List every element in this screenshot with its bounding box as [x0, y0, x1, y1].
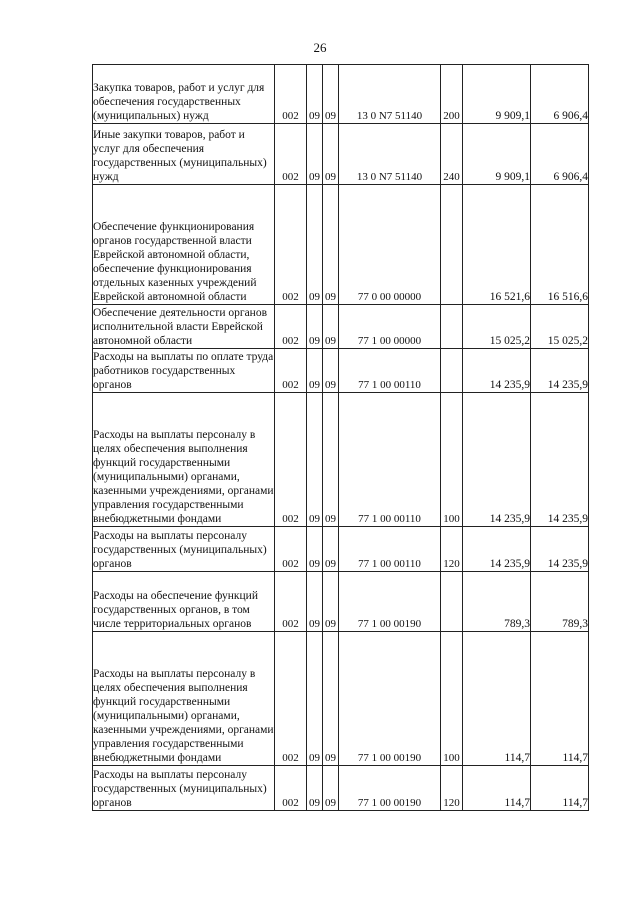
cell-ved: 002	[275, 632, 307, 766]
cell-vr: 100	[441, 393, 463, 527]
cell-vr: 240	[441, 124, 463, 185]
cell-ved: 002	[275, 65, 307, 124]
cell-cs: 77 1 00 00110	[339, 527, 441, 572]
cell-rz: 09	[307, 305, 323, 349]
cell-pr: 09	[323, 65, 339, 124]
cell-cs: 13 0 N7 51140	[339, 65, 441, 124]
row-name: Расходы на выплаты персоналу в целях обеспечения выполнения функций государственными (муниципальными) органами, казенными учреждениями, органами управления государственными внебюджетными фондами	[93, 393, 275, 527]
cell-vr: 120	[441, 527, 463, 572]
cell-cs: 77 1 00 00190	[339, 572, 441, 632]
cell-sum-1: 9 909,1	[463, 65, 531, 124]
cell-sum-2: 16 516,6	[531, 185, 589, 305]
row-name: Обеспечение функционирования органов государственной власти Еврейской автономной области, обеспечение функционирования отдельных казенных учреждений Еврейской автономной области	[93, 185, 275, 305]
cell-pr: 09	[323, 632, 339, 766]
cell-sum-2: 114,7	[531, 632, 589, 766]
cell-cs: 77 1 00 00190	[339, 766, 441, 811]
page-number: 26	[313, 40, 327, 55]
row-name: Расходы на выплаты персоналу государственных (муниципальных) органов	[93, 527, 275, 572]
cell-vr: 100	[441, 632, 463, 766]
cell-sum-1: 14 235,9	[463, 349, 531, 393]
cell-sum-2: 789,3	[531, 572, 589, 632]
cell-pr: 09	[323, 305, 339, 349]
cell-sum-2: 14 235,9	[531, 349, 589, 393]
table-row	[93, 527, 589, 572]
cell-pr: 09	[323, 393, 339, 527]
table-row	[93, 393, 589, 527]
cell-rz: 09	[307, 393, 323, 527]
cell-sum-1: 15 025,2	[463, 305, 531, 349]
table-row	[93, 632, 589, 766]
cell-rz: 09	[307, 65, 323, 124]
cell-sum-1: 114,7	[463, 632, 531, 766]
cell-cs: 13 0 N7 51140	[339, 124, 441, 185]
cell-sum-1: 789,3	[463, 572, 531, 632]
cell-cs: 77 1 00 00110	[339, 393, 441, 527]
cell-sum-2: 14 235,9	[531, 393, 589, 527]
cell-vr	[441, 185, 463, 305]
cell-pr: 09	[323, 572, 339, 632]
budget-table	[92, 64, 589, 811]
cell-vr	[441, 305, 463, 349]
cell-rz: 09	[307, 527, 323, 572]
row-name: Расходы на обеспечение функций государственных органов, в том числе территориальных органов	[93, 572, 275, 632]
cell-vr: 200	[441, 65, 463, 124]
cell-sum-2: 6 906,4	[531, 65, 589, 124]
cell-pr: 09	[323, 527, 339, 572]
cell-cs: 77 0 00 00000	[339, 185, 441, 305]
row-name: Обеспечение деятельности органов исполнительной власти Еврейской автономной области	[93, 305, 275, 349]
cell-cs: 77 1 00 00190	[339, 632, 441, 766]
cell-rz: 09	[307, 124, 323, 185]
cell-ved: 002	[275, 305, 307, 349]
cell-ved: 002	[275, 527, 307, 572]
cell-sum-1: 16 521,6	[463, 185, 531, 305]
table-row	[93, 349, 589, 393]
cell-ved: 002	[275, 124, 307, 185]
row-name: Расходы на выплаты персоналу в целях обеспечения выполнения функций государственными (муниципальными) органами, казенными учреждениями, органами управления государственными внебюджетными фондами	[93, 632, 275, 766]
table-row	[93, 124, 589, 185]
table-row	[93, 65, 589, 124]
cell-ved: 002	[275, 766, 307, 811]
cell-pr: 09	[323, 185, 339, 305]
cell-rz: 09	[307, 632, 323, 766]
table-row	[93, 572, 589, 632]
cell-pr: 09	[323, 766, 339, 811]
cell-ved: 002	[275, 185, 307, 305]
cell-sum-1: 9 909,1	[463, 124, 531, 185]
cell-sum-1: 14 235,9	[463, 393, 531, 527]
cell-sum-2: 6 906,4	[531, 124, 589, 185]
cell-rz: 09	[307, 349, 323, 393]
cell-ved: 002	[275, 393, 307, 527]
cell-cs: 77 1 00 00000	[339, 305, 441, 349]
cell-vr: 120	[441, 766, 463, 811]
table-row	[93, 305, 589, 349]
cell-pr: 09	[323, 349, 339, 393]
cell-sum-2: 14 235,9	[531, 527, 589, 572]
table-row	[93, 185, 589, 305]
row-name: Расходы на выплаты персоналу государственных (муниципальных) органов	[93, 766, 275, 811]
cell-sum-2: 15 025,2	[531, 305, 589, 349]
table-row	[93, 766, 589, 811]
cell-rz: 09	[307, 185, 323, 305]
cell-vr	[441, 349, 463, 393]
cell-cs: 77 1 00 00110	[339, 349, 441, 393]
cell-sum-1: 114,7	[463, 766, 531, 811]
row-name: Иные закупки товаров, работ и услуг для обеспечения государственных (муниципальных) нужд	[93, 124, 275, 185]
cell-pr: 09	[323, 124, 339, 185]
cell-sum-1: 14 235,9	[463, 527, 531, 572]
cell-vr	[441, 572, 463, 632]
row-name: Закупка товаров, работ и услуг для обеспечения государственных (муниципальных) нужд	[93, 65, 275, 124]
cell-rz: 09	[307, 572, 323, 632]
cell-ved: 002	[275, 572, 307, 632]
cell-ved: 002	[275, 349, 307, 393]
cell-sum-2: 114,7	[531, 766, 589, 811]
cell-rz: 09	[307, 766, 323, 811]
row-name: Расходы на выплаты по оплате труда работников государственных органов	[93, 349, 275, 393]
